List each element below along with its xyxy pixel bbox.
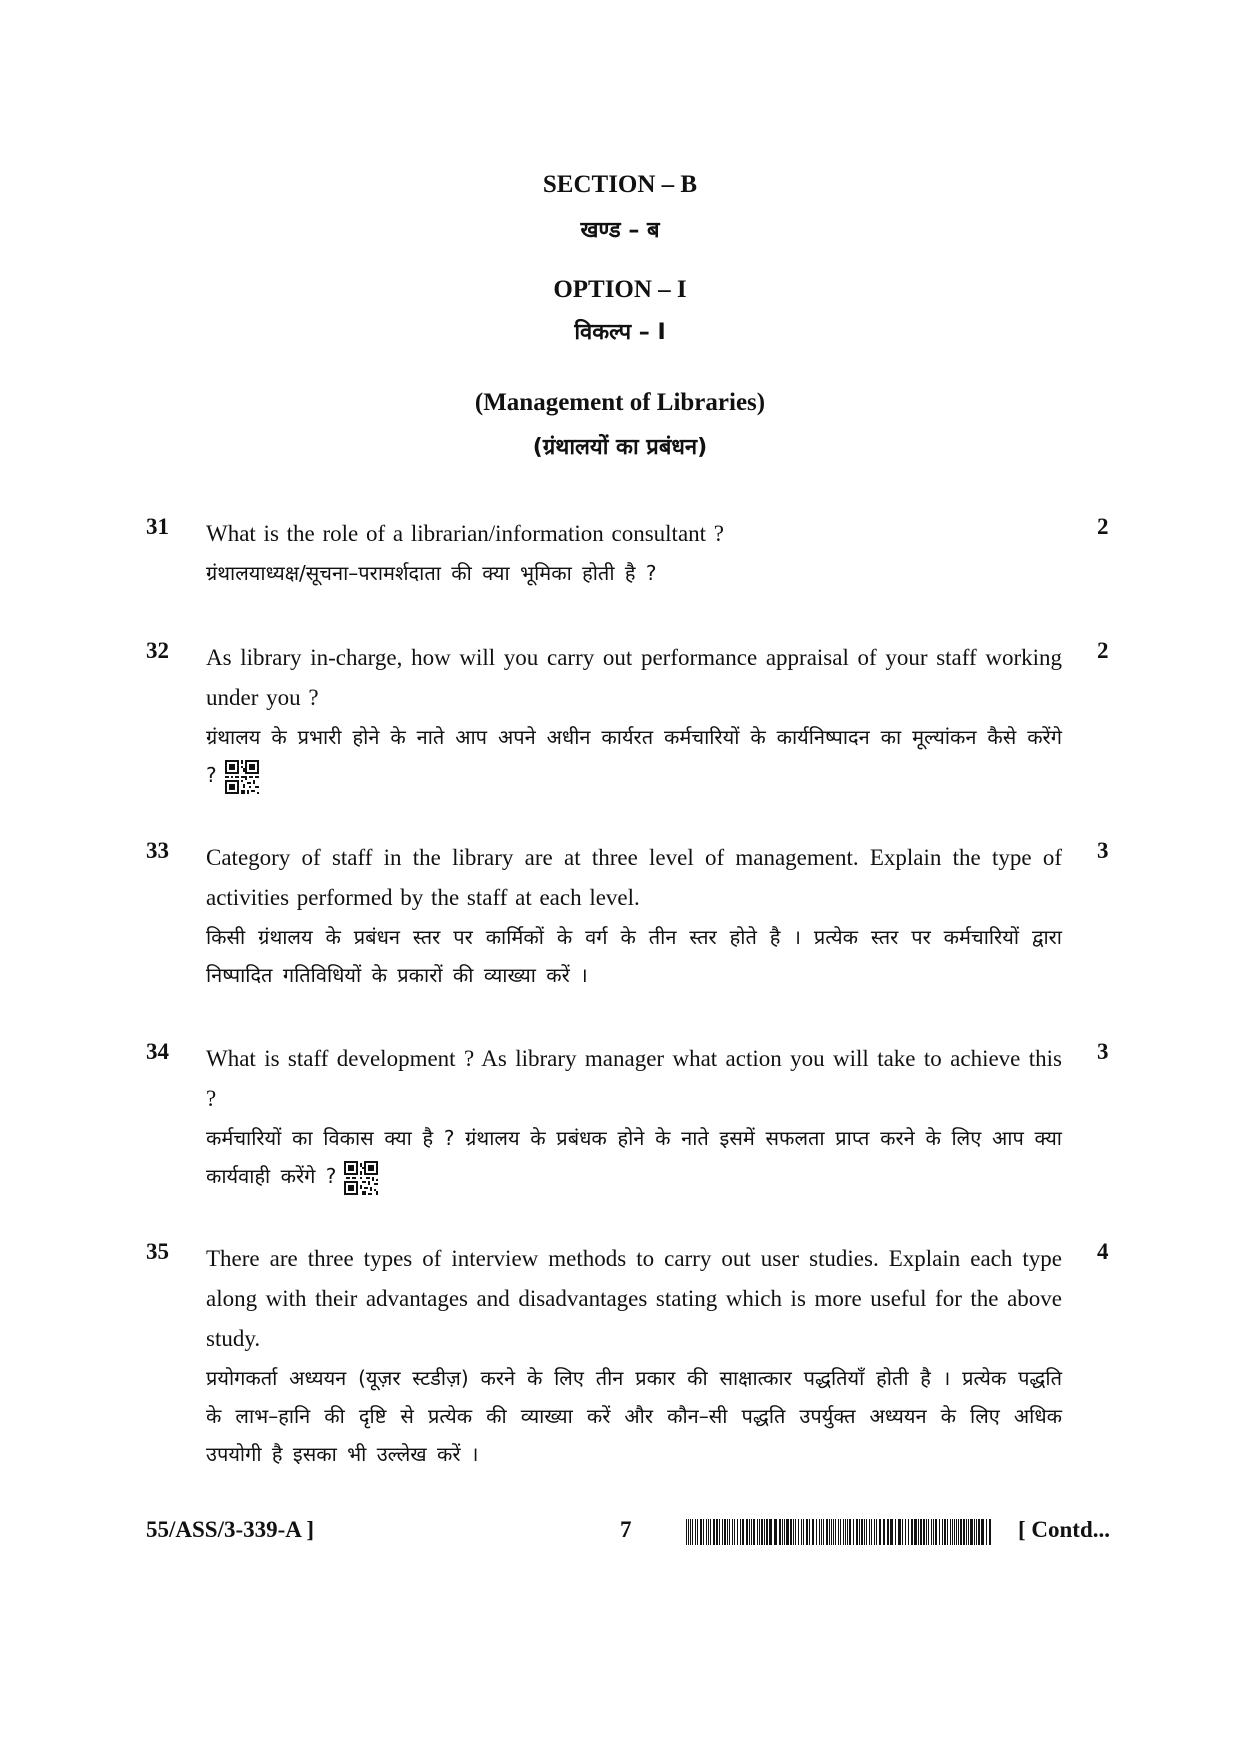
question-text-hi: ग्रंथालयाध्यक्ष/सूचना–परामर्शदाता की क्या भूमिका होती है ? [206, 561, 657, 585]
question-text-en: Category of staff in the library are at three level of management. Explain the type of activities performed by the staff at each level. [206, 845, 1062, 910]
page-footer [0, 1515, 1240, 1555]
question-text-en: What is staff development ? As library manager what action you will take to achieve this ? [206, 1046, 1062, 1111]
question-body [206, 1039, 1062, 1195]
page-number: 7 [620, 1517, 632, 1542]
question-hi-text: ग्रंथालय के प्रभारी होने के नाते आप अपने अधीन कार्यरत कर्मचारियों के कार्यनिष्पादन का मूल्यांकन कैसे करेंगे ? [206, 725, 1062, 787]
question-body [206, 838, 1062, 994]
qr-code-icon [344, 1161, 378, 1195]
question-text-en: There are three types of interview methods to carry out user studies. Explain each type along with their advantages and disadvantages stating which is more useful for the above study. [206, 1246, 1062, 1351]
question-body [206, 514, 1062, 592]
question-text-hi [206, 718, 1062, 794]
subject-title-en: (Management of Libraries) [474, 389, 766, 416]
section-title-hi: खण्ड – ब [580, 218, 660, 243]
option-title-hi: विकल्प – I [574, 320, 666, 345]
section-title-en: SECTION – B [542, 171, 698, 198]
option-title-en: OPTION – I [553, 276, 687, 303]
question-number: 33 [146, 838, 169, 863]
question-text-en: What is the role of a librarian/information consultant ? [206, 521, 725, 546]
paper-code: 55/ASS/3-339-A ] [146, 1517, 315, 1542]
question-text-hi [206, 1119, 1062, 1195]
question-number: 35 [146, 1239, 169, 1264]
question-body [206, 638, 1062, 794]
question-marks: 4 [1097, 1239, 1109, 1264]
question-text-hi: किसी ग्रंथालय के प्रबंधन स्तर पर कार्मिकों के वर्ग के तीन स्तर होते है । प्रत्येक स्तर पर कर्मचारियों द्वारा निष्पादित गतिविधियों के प्रकारों की व्याख्या करें । [206, 925, 1062, 987]
question-number: 34 [146, 1039, 169, 1064]
qr-code-icon [225, 760, 259, 794]
question-marks: 2 [1097, 638, 1109, 663]
question-number: 32 [146, 638, 169, 663]
continued-label: [ Contd... [1018, 1517, 1111, 1542]
question-hi-text: कर्मचारियों का विकास क्या है ? ग्रंथालय के प्रबंधक होने के नाते इसमें सफलता प्राप्त करने के लिए आप क्या कार्यवाही करेंगे ? [206, 1126, 1062, 1188]
question-marks: 3 [1097, 1039, 1109, 1064]
question-text-hi: प्रयोगकर्ता अध्ययन (यूज़र स्टडीज़) करने के लिए तीन प्रकार की साक्षात्कार पद्धतियाँ होती है । प्रत्येक पद्धति के लाभ–हानि की दृष्टि से प्रत्येक की व्याख्या करें और कौन–सी पद्धति उपर्युक्त अध्ययन के लिए अधिक उपयोगी है इसका भी उल्लेख करें । [206, 1366, 1062, 1466]
question-number: 31 [146, 514, 169, 539]
barcode-icon [686, 1519, 994, 1545]
question-text-en: As library in-charge, how will you carry out performance appraisal of your staff working under you ? [206, 645, 1062, 710]
question-body [206, 1239, 1062, 1473]
subject-title-hi: (ग्रंथालयों का प्रबंधन) [532, 435, 708, 460]
question-marks: 2 [1097, 514, 1109, 539]
question-marks: 3 [1097, 838, 1109, 863]
